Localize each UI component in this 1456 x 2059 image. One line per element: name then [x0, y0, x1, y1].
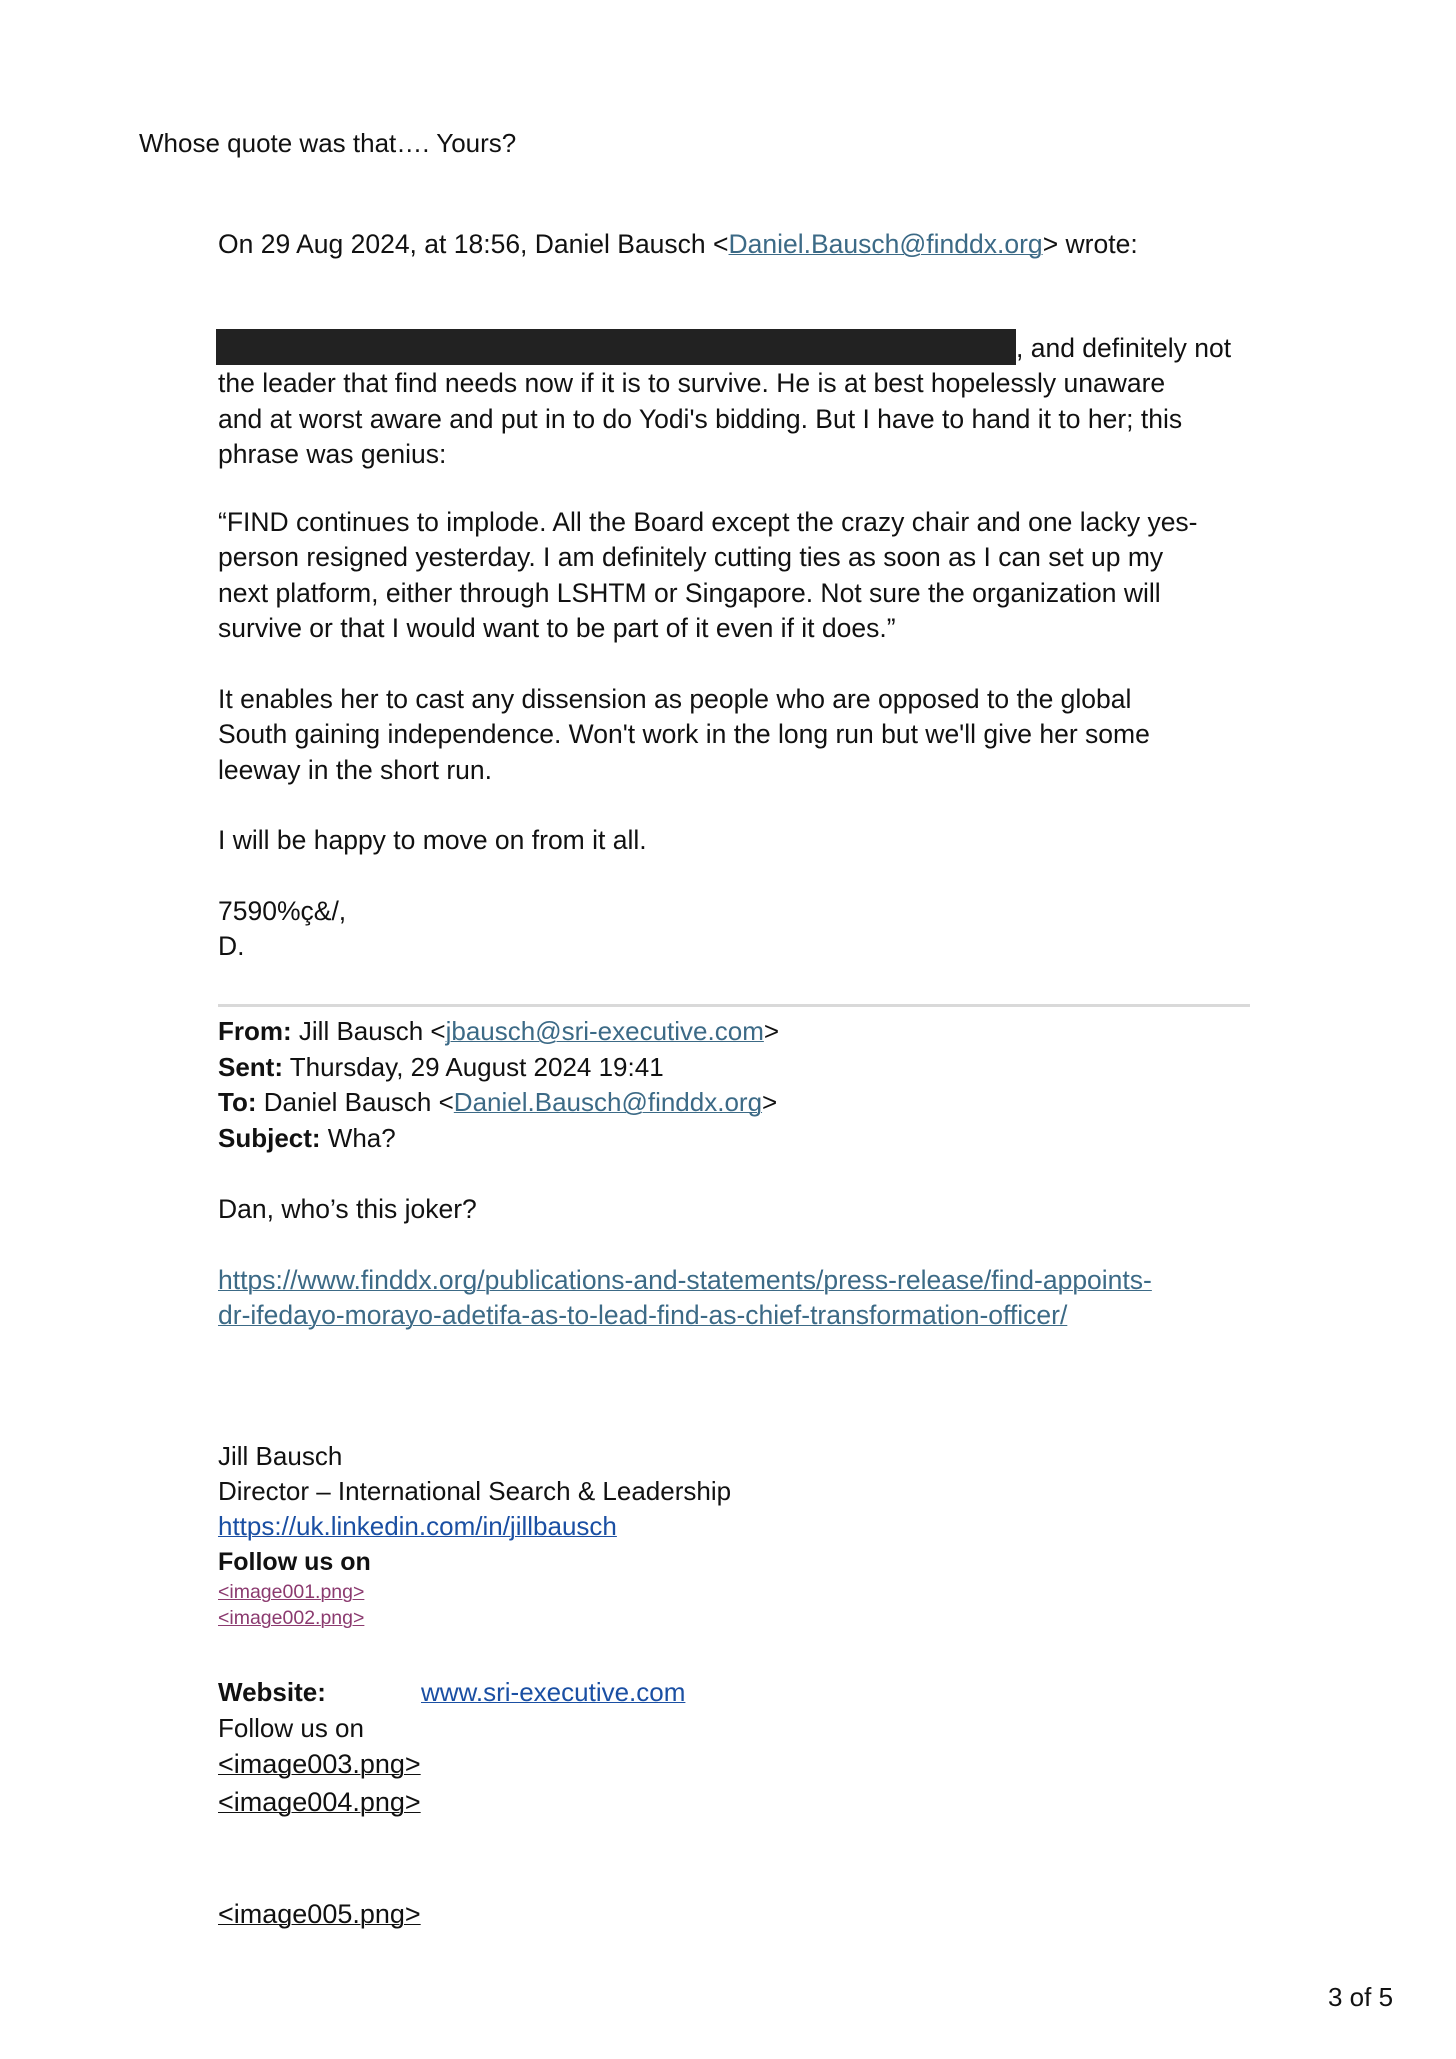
to-name: Daniel Bausch <: [256, 1087, 454, 1117]
from-email-link[interactable]: jbausch@sri-executive.com: [445, 1016, 764, 1046]
press-release-link-row-2: [218, 1298, 1258, 1333]
image001-attachment-link[interactable]: <image001.png>: [218, 1581, 365, 1603]
sent-label: Sent:: [218, 1051, 283, 1082]
to-email-link[interactable]: Daniel.Bausch@finddx.org: [453, 1087, 763, 1117]
signature-title: Director – International Search & Leadership: [218, 1476, 732, 1506]
paragraph-3-line: South gaining independence. Won't work in the long run but we'll give her some: [218, 719, 1150, 750]
paragraph-1-line-2: the leader that find needs now if it is to survive. He is at best hopelessly unaware: [218, 368, 1166, 399]
signoff-text: 7590%ç&/,: [218, 896, 347, 926]
original-email-header: [218, 1014, 1258, 1156]
website-row: [421, 1675, 685, 1710]
sender-email-link[interactable]: Daniel.Bausch@finddx.org: [728, 229, 1043, 259]
image002-row: [218, 1605, 364, 1631]
image001-row: [218, 1579, 364, 1605]
quote-paragraph: [218, 505, 1258, 646]
subject-row: [218, 1121, 1258, 1157]
from-row: [218, 1014, 1258, 1050]
to-end: >: [762, 1087, 778, 1117]
paragraph-1-line-3: and at worst aware and put in to do Yodi's bidding. But I have to hand it to her; this: [218, 403, 1183, 434]
quote-line: “FIND continues to implode. All the Board except the crazy chair and one lacky yes-: [218, 507, 1198, 537]
linkedin-link[interactable]: https://uk.linkedin.com/in/jillbausch: [218, 1511, 617, 1541]
press-release-link-block: [218, 1263, 1258, 1334]
paragraph-1: [218, 329, 1258, 472]
subject-value: Wha?: [320, 1122, 396, 1153]
paragraph-3-line: It enables her to cast any dissension as people who are opposed to the global: [218, 684, 1132, 714]
sent-value: Thursday, 29 August 2024 19:41: [283, 1051, 664, 1082]
quoted-header-suffix: > wrote:: [1042, 229, 1138, 259]
image004-row: [218, 1783, 421, 1821]
image005-attachment-link[interactable]: <image005.png>: [218, 1899, 421, 1929]
linkedin-row: [218, 1509, 617, 1544]
quoted-header-prefix: On 29 Aug 2024, at 18:56, Daniel Bausch <: [218, 229, 729, 259]
website-label: Website:: [218, 1677, 326, 1707]
message-divider: [218, 1004, 1250, 1007]
sent-row: [218, 1050, 1258, 1086]
paragraph-1-line-4: phrase was genius:: [218, 438, 447, 469]
follow-us-plain: Follow us on: [218, 1713, 364, 1743]
quoted-header: [218, 227, 1258, 262]
press-release-link-continued[interactable]: dr-ifedayo-morayo-adetifa-as-to-lead-find-as-chief-transformation-officer/: [218, 1300, 1068, 1331]
image003-attachment-link[interactable]: <image003.png>: [218, 1749, 421, 1779]
quote-line: survive or that I would want to be part of it even if it does.”: [218, 612, 896, 643]
image002-attachment-link[interactable]: <image002.png>: [218, 1607, 365, 1629]
body-text: Dan, who’s this joker?: [218, 1194, 477, 1224]
quote-line: next platform, either through LSHTM or Singapore. Not sure the organization will: [218, 577, 1161, 608]
follow-us-bold: Follow us on: [218, 1548, 371, 1576]
press-release-link[interactable]: https://www.finddx.org/publications-and-statements/press-release/find-appoints-: [218, 1265, 1152, 1295]
website-link[interactable]: www.sri-executive.com: [421, 1677, 686, 1707]
from-label: From:: [218, 1016, 292, 1046]
to-row: [218, 1085, 1258, 1121]
page-number: 3 of 5: [1328, 1982, 1394, 2012]
press-release-link-row-1: [218, 1263, 1258, 1298]
from-name: Jill Bausch <: [291, 1016, 446, 1046]
from-end: >: [763, 1016, 780, 1046]
signature-name: Jill Bausch: [218, 1441, 343, 1471]
paragraph-3-line: leeway in the short run.: [218, 754, 492, 785]
paragraph-4: I will be happy to move on from it all.: [218, 825, 647, 855]
image003-row: [218, 1745, 421, 1783]
image004-attachment-link[interactable]: <image004.png>: [218, 1787, 421, 1817]
to-label: To:: [218, 1087, 257, 1117]
reply-line: Whose quote was that…. Yours?: [139, 128, 517, 158]
paragraph-3: [218, 682, 1258, 788]
paragraph-1-line-1: [218, 329, 1258, 366]
quote-line: person resigned yesterday. I am definitely cutting ties as soon as I can set up my: [218, 542, 1164, 573]
redaction-block: [216, 329, 1016, 365]
image005-row: [218, 1895, 421, 1933]
signoff: [218, 894, 1258, 965]
paragraph-1-after-redaction: , and definitely not: [1016, 333, 1232, 363]
signoff-name: D.: [218, 931, 245, 962]
subject-label: Subject:: [218, 1122, 321, 1153]
